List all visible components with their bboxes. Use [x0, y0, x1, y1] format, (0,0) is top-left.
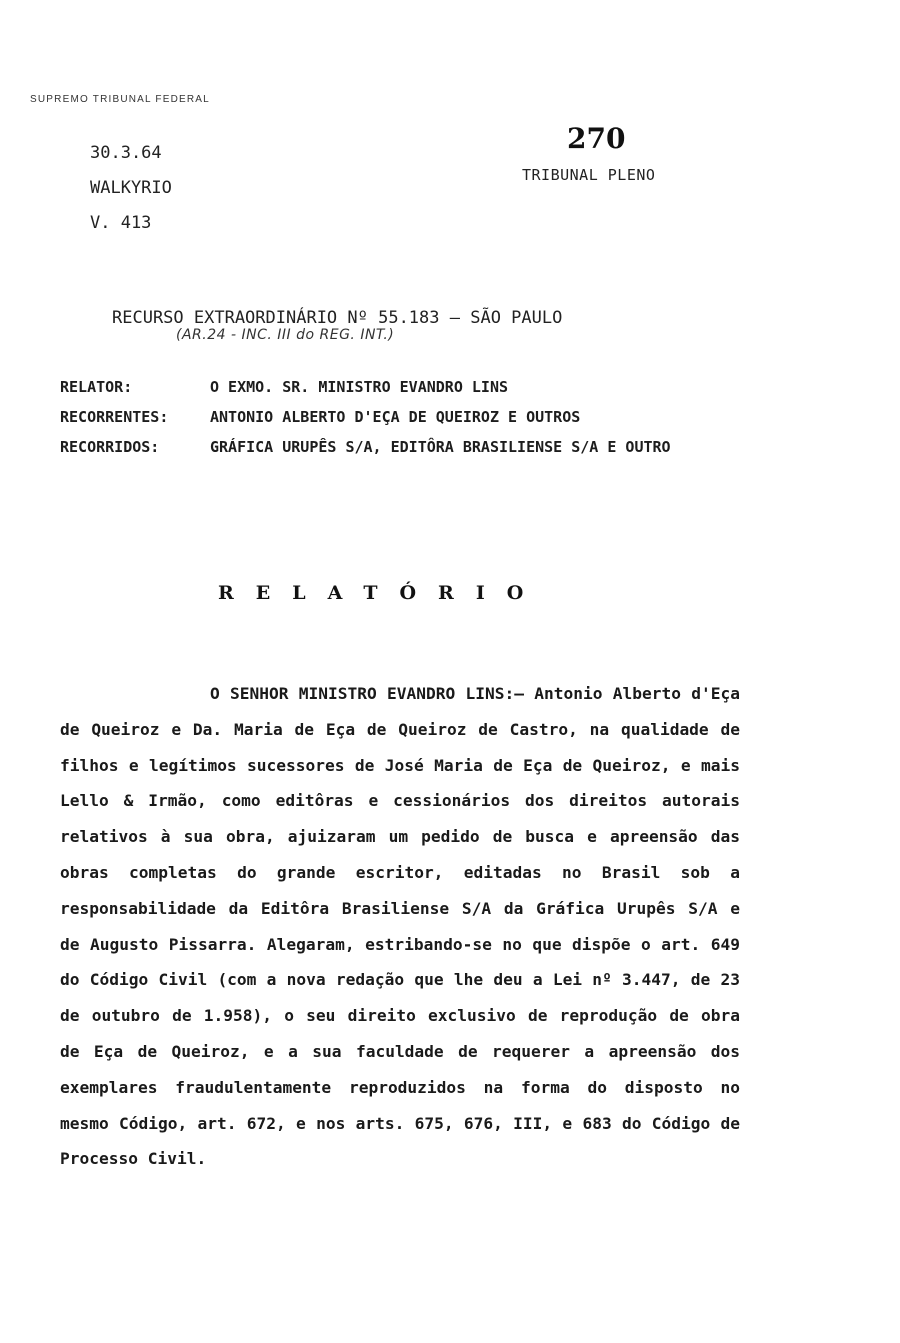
party-recorridos — [60, 438, 730, 457]
parties-block — [60, 378, 730, 468]
date: 30.3.64 — [90, 143, 162, 163]
court-name: SUPREMO TRIBUNAL FEDERAL — [30, 94, 210, 105]
report-paragraph — [60, 676, 740, 1177]
case-title: RECURSO EXTRAORDINÁRIO Nº 55.183 — SÃO PAULO — [112, 308, 563, 328]
document-metadata — [90, 136, 172, 241]
party-recorrentes — [60, 408, 730, 427]
party-label: RECORRENTES: — [60, 408, 169, 426]
handwritten-note: (AR.24 - INC. III do REG. INT.) — [176, 327, 395, 343]
party-label: RELATOR: — [60, 378, 133, 396]
report-heading: RELATÓRIO — [218, 582, 546, 604]
party-label: RECORRIDOS: — [60, 438, 160, 456]
party-value: ANTONIO ALBERTO D'EÇA DE QUEIROZ E OUTROS — [210, 408, 581, 426]
party-value: O EXMO. SR. MINISTRO EVANDRO LINS — [210, 378, 509, 396]
paragraph-text: O SENHOR MINISTRO EVANDRO LINS:— Antonio Alberto d'Eça de Queiroz e Da. Maria de Eça de Queiroz de Castro, na qualidade de filhos e legítimos sucessores de José Maria de Eça de Queiroz, e mais Lello & Irmão, como editôras e cessionários dos direitos autorais relativos à sua obra, ajuizaram um pedido de busca e apreensão das obras completas do grande escritor, editadas no Brasil sob a responsabilidade da Editôra Brasiliense S/A da Gráfica Urupês S/A e de Augusto Pissarra. Alegaram, estribando-se no que dispõe o art. 649 do Código Civil (com a nova redação que lhe deu a Lei nº 3.447, de 23 de outubro de 1.958), o seu direito exclusivo de reprodução de obra de Eça de Queiroz, e a sua faculdade de requerer a apreensão dos exemplares fraudulentamente reproduzidos na forma do disposto no mesmo Código, art. 672, e nos arts. 675, 676, III, e 683 do Código de Processo Civil. — [60, 684, 740, 1169]
party-relator — [60, 378, 730, 397]
session-name: TRIBUNAL PLENO — [522, 166, 656, 184]
typist-name: WALKYRIO — [90, 178, 172, 198]
party-value: GRÁFICA URUPÊS S/A, EDITÔRA BRASILIENSE S/A E OUTRO — [210, 438, 671, 456]
page-number: 270 — [567, 122, 626, 155]
volume-number: V. 413 — [90, 213, 152, 233]
